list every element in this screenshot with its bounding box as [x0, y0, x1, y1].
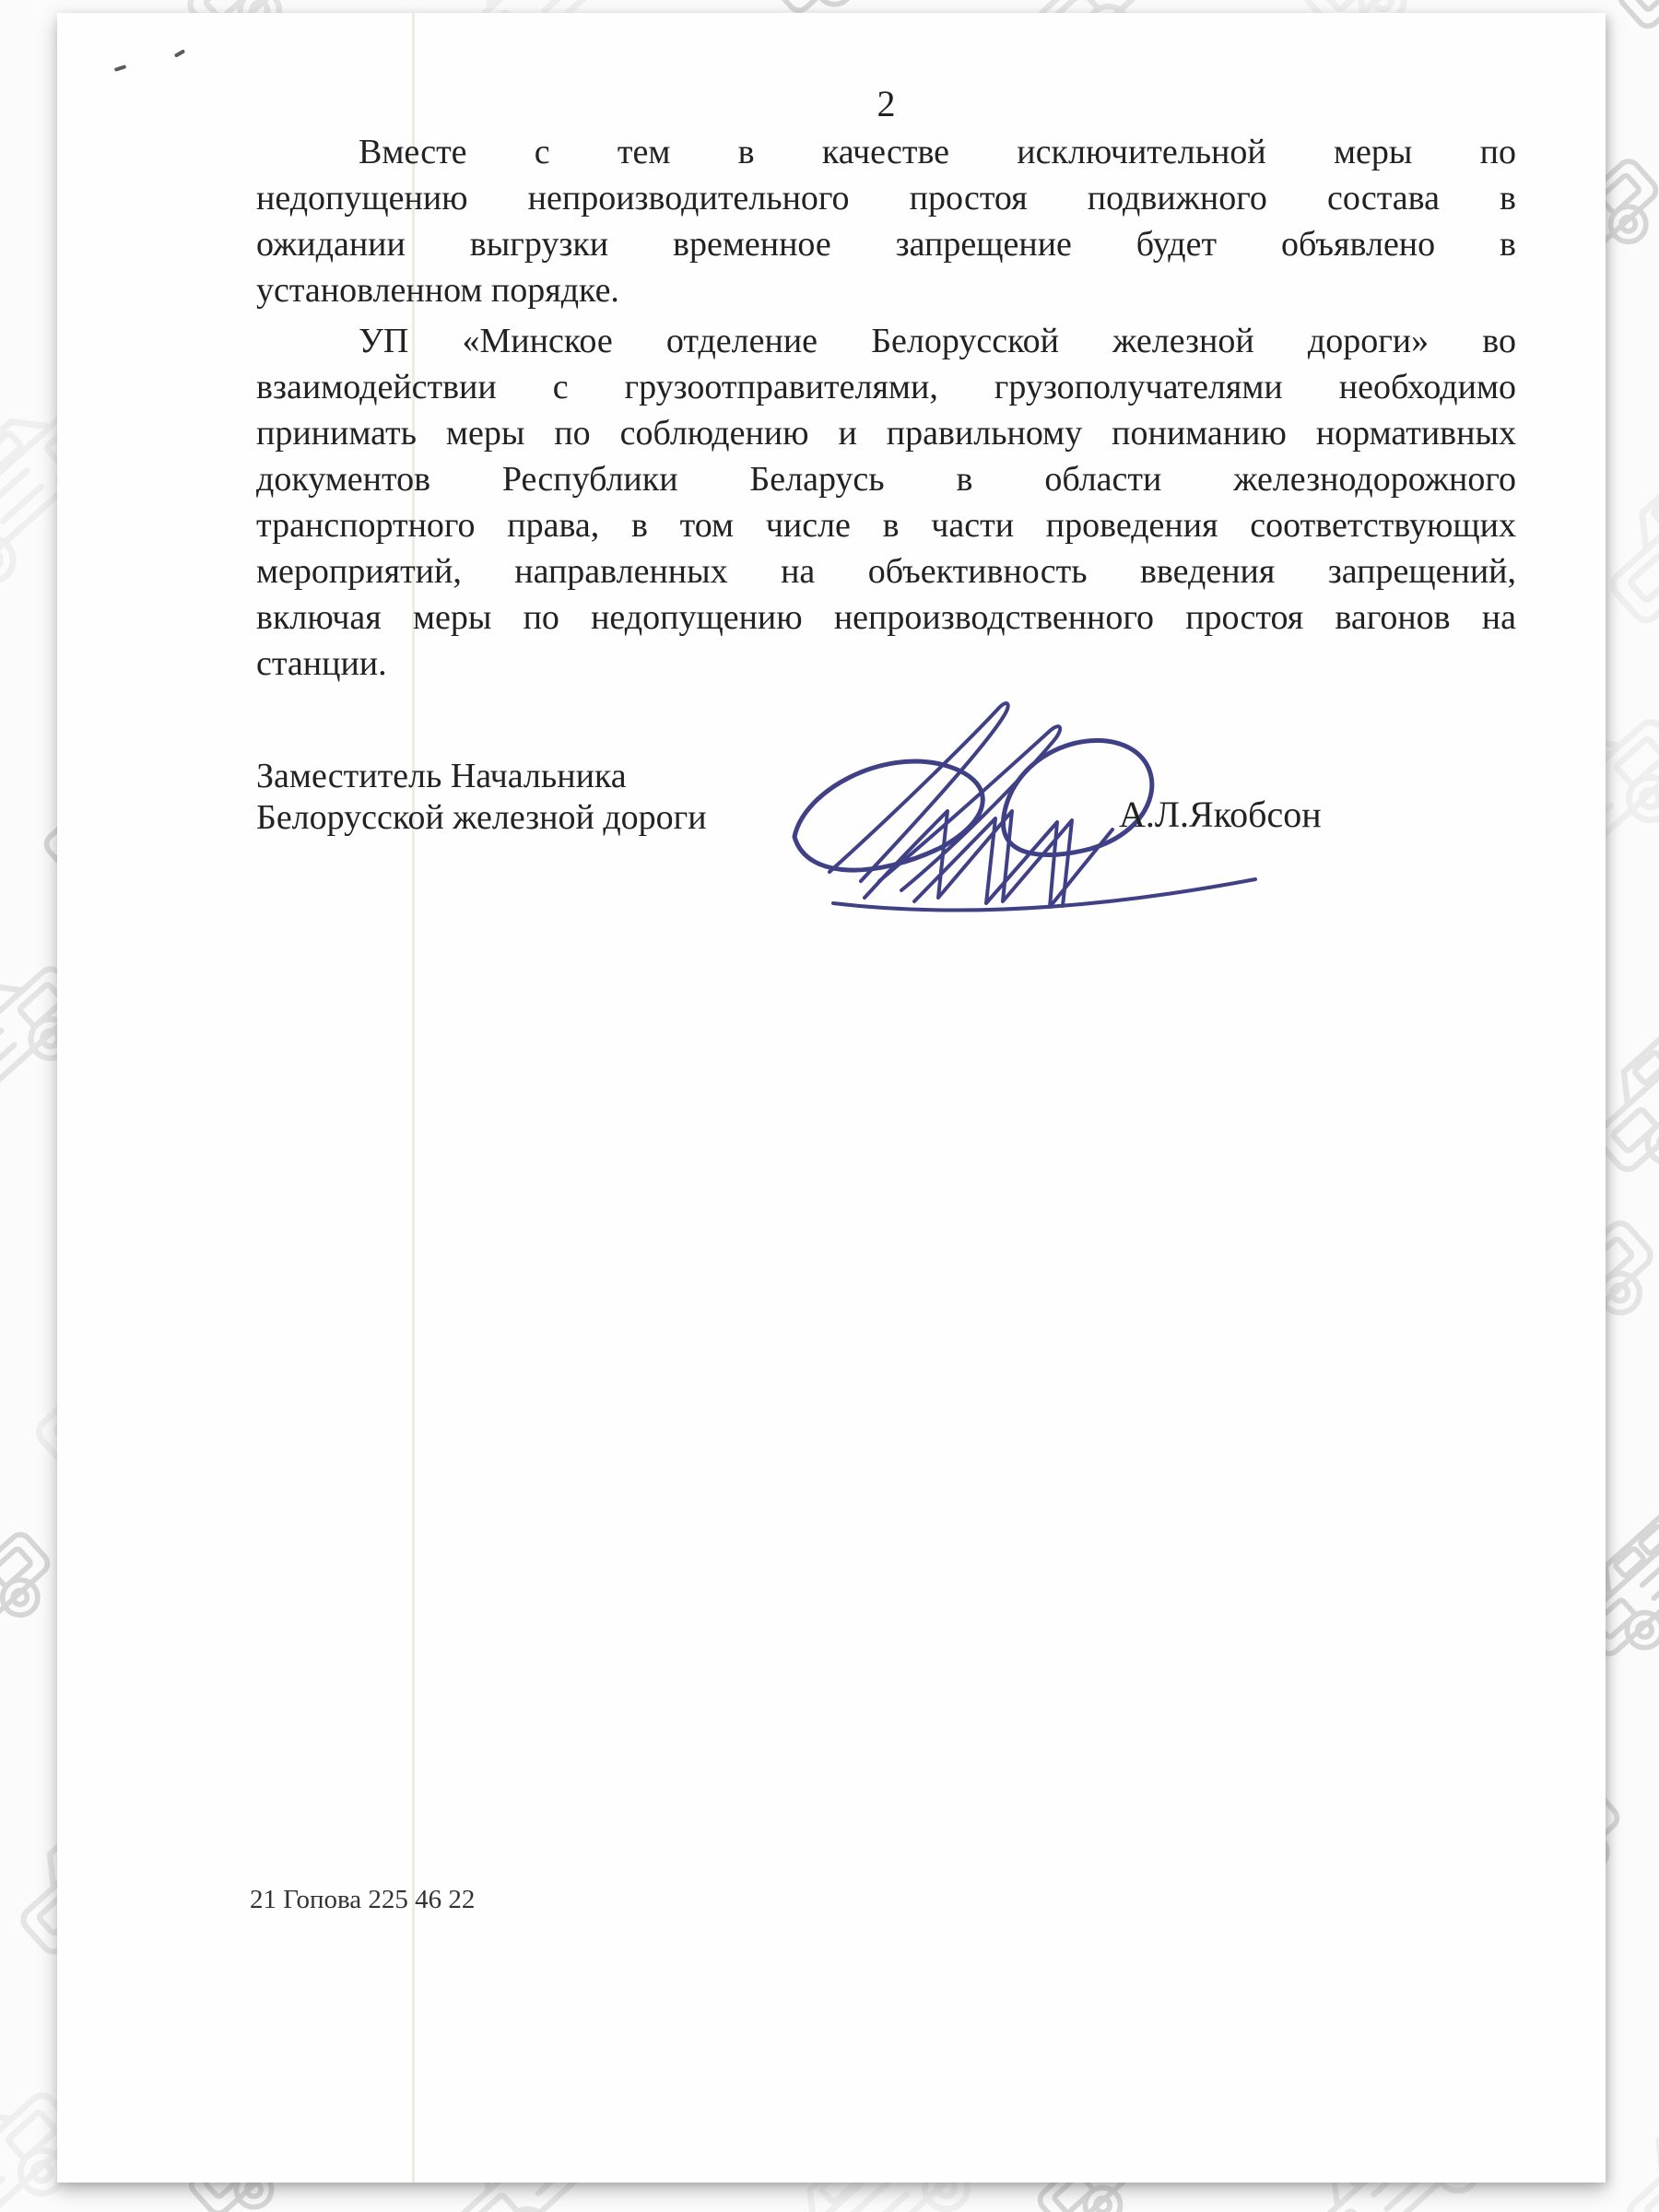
text-line: взаимодействии с грузоотправителями, грузополучателями необходимо [256, 368, 1516, 406]
text-line: мероприятий, направленных на объективность введения запрещений, [256, 552, 1516, 591]
text-line: станции. [256, 644, 387, 683]
document-page [57, 13, 1606, 2183]
paragraph [256, 318, 1516, 687]
text-line: принимать меры по соблюдению и правильному пониманию нормативных [256, 414, 1516, 453]
scan-speck [114, 65, 127, 72]
text-line: включая меры по недопущению непроизводственного простоя вагонов на [256, 598, 1516, 637]
footer-reference: 21 Гопова 225 46 22 [250, 1885, 476, 1914]
page-number: 2 [877, 83, 896, 124]
text-line: Вместе с тем в качестве исключительной меры по [359, 133, 1516, 171]
signer-position [256, 756, 707, 839]
paragraph [256, 129, 1516, 313]
signer-name: А.Л.Якобсон [1119, 794, 1322, 835]
text-line: УП «Минское отделение Белорусской железной дороги» во [359, 322, 1516, 360]
letter-body [256, 13, 1516, 687]
text-line: установленном порядке. [256, 271, 619, 310]
scan-speck [174, 49, 185, 57]
text-line: документов Республики Беларусь в области железнодорожного [256, 460, 1516, 499]
text-line: недопущению непроизводительного простоя подвижного состава в [256, 179, 1516, 218]
text-line: ожидании выгрузки временное запрещение будет объявлено в [256, 225, 1516, 264]
text-line: транспортного права, в том числе в части проведения соответствующих [256, 506, 1516, 545]
signer-position-line: Заместитель Начальника [256, 757, 627, 795]
signer-position-line: Белорусской железной дороги [256, 798, 707, 837]
